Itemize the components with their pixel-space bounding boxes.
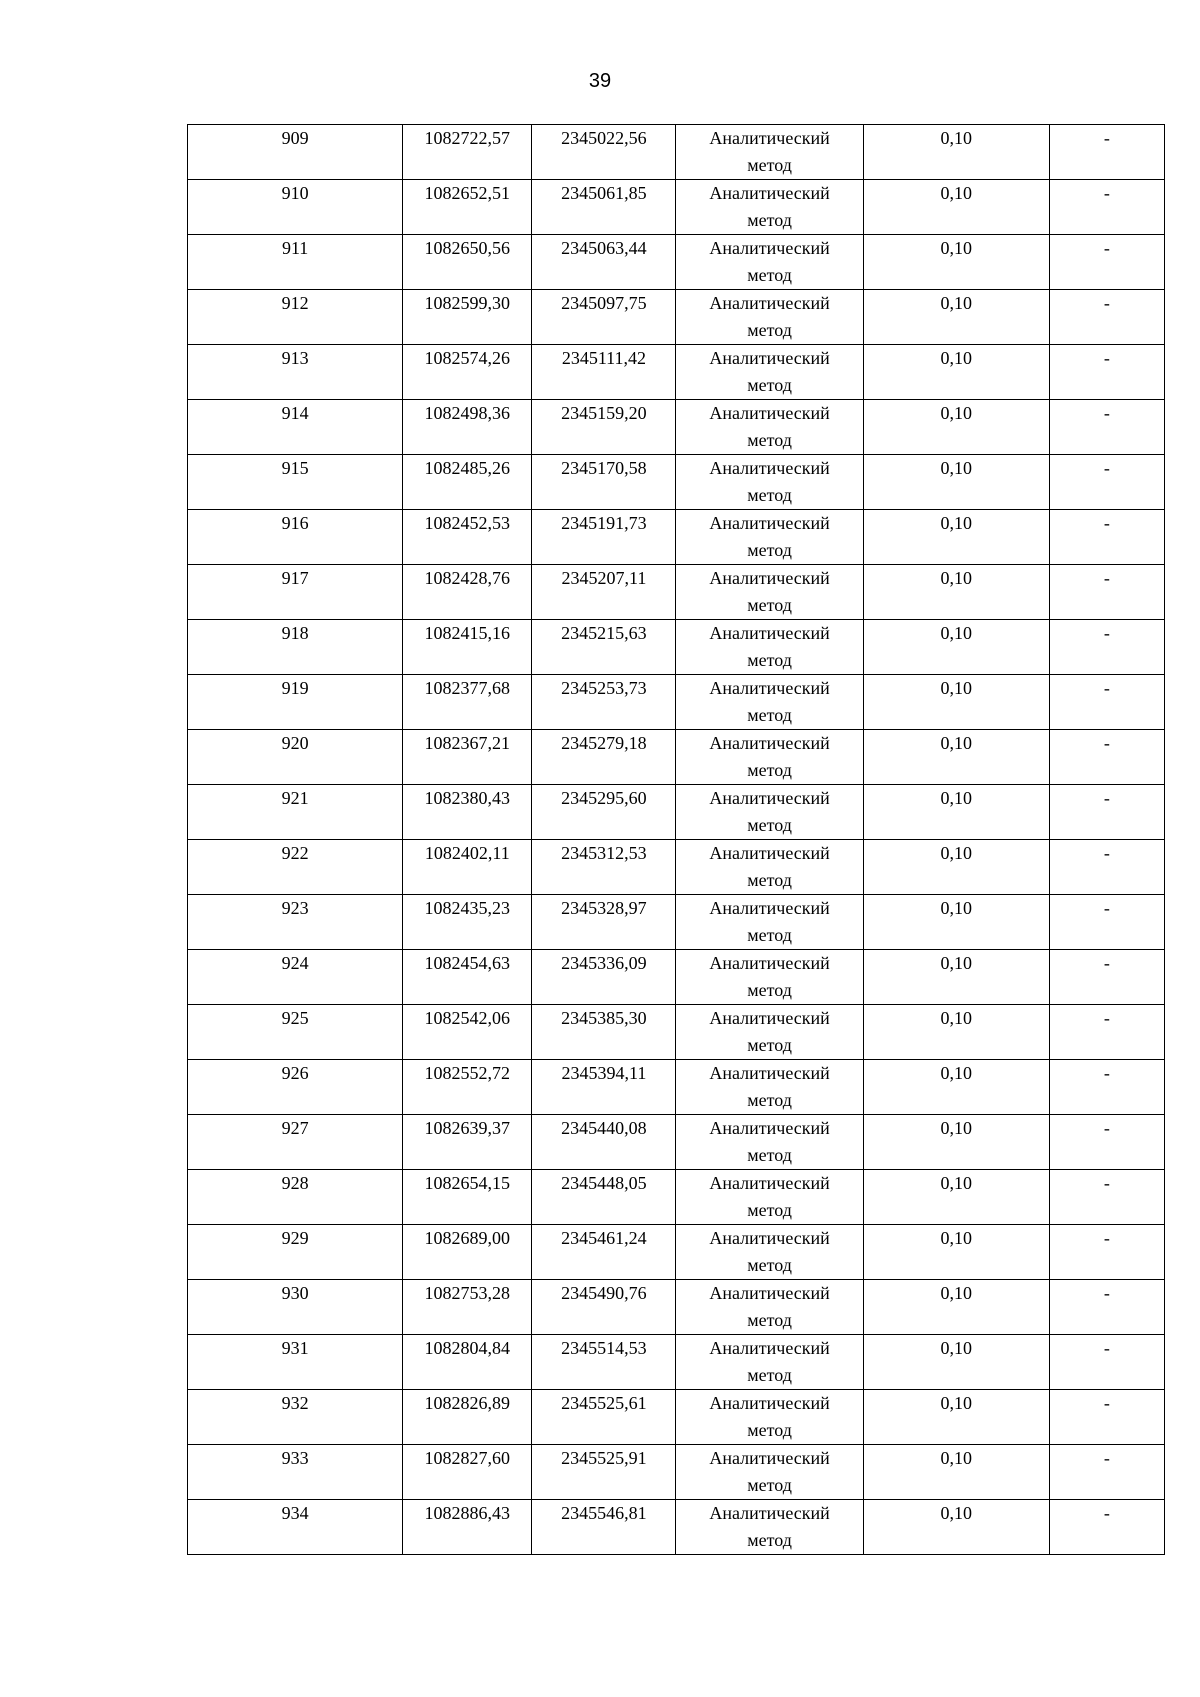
coordinate-y-cell: 2345385,30 [532, 1005, 676, 1060]
method-cell [676, 1280, 863, 1335]
method-line-1: Аналитический [709, 733, 830, 753]
method-cell [676, 510, 863, 565]
note-cell: - [1049, 345, 1164, 400]
method-line-2: метод [747, 1530, 792, 1550]
coordinate-x-cell: 1082454,63 [403, 950, 532, 1005]
method-line-1: Аналитический [709, 843, 830, 863]
point-number-cell: 915 [188, 455, 403, 510]
note-cell: - [1049, 1335, 1164, 1390]
method-cell [676, 1500, 863, 1555]
coordinate-y-cell: 2345215,63 [532, 620, 676, 675]
method-line-2: метод [747, 1035, 792, 1055]
note-cell: - [1049, 400, 1164, 455]
table-row [188, 730, 1165, 785]
coordinate-x-cell: 1082886,43 [403, 1500, 532, 1555]
method-cell [676, 730, 863, 785]
coordinate-x-cell: 1082377,68 [403, 675, 532, 730]
method-line-1: Аналитический [709, 1448, 830, 1468]
method-line-1: Аналитический [709, 1008, 830, 1028]
method-cell [676, 1390, 863, 1445]
note-cell: - [1049, 180, 1164, 235]
method-cell [676, 675, 863, 730]
coordinate-x-cell: 1082552,72 [403, 1060, 532, 1115]
method-cell [676, 455, 863, 510]
table-row [188, 1005, 1165, 1060]
coordinates-table-body [188, 125, 1165, 1555]
method-cell [676, 400, 863, 455]
accuracy-cell: 0,10 [863, 950, 1049, 1005]
table-row [188, 950, 1165, 1005]
accuracy-cell: 0,10 [863, 180, 1049, 235]
method-line-2: метод [747, 1310, 792, 1330]
coordinate-y-cell: 2345097,75 [532, 290, 676, 345]
accuracy-cell: 0,10 [863, 1170, 1049, 1225]
point-number-cell: 918 [188, 620, 403, 675]
method-line-2: метод [747, 925, 792, 945]
coordinate-x-cell: 1082722,57 [403, 125, 532, 180]
method-line-1: Аналитический [709, 513, 830, 533]
method-line-1: Аналитический [709, 293, 830, 313]
table-row [188, 1115, 1165, 1170]
method-line-2: метод [747, 705, 792, 725]
table-row [188, 1335, 1165, 1390]
point-number-cell: 930 [188, 1280, 403, 1335]
point-number-cell: 911 [188, 235, 403, 290]
coordinate-y-cell: 2345525,91 [532, 1445, 676, 1500]
coordinate-x-cell: 1082827,60 [403, 1445, 532, 1500]
coordinate-y-cell: 2345295,60 [532, 785, 676, 840]
method-cell [676, 950, 863, 1005]
table-row [188, 510, 1165, 565]
accuracy-cell: 0,10 [863, 620, 1049, 675]
table-row [188, 785, 1165, 840]
coordinate-x-cell: 1082542,06 [403, 1005, 532, 1060]
method-line-1: Аналитический [709, 1283, 830, 1303]
coordinate-x-cell: 1082485,26 [403, 455, 532, 510]
table-row [188, 180, 1165, 235]
note-cell: - [1049, 840, 1164, 895]
coordinate-x-cell: 1082650,56 [403, 235, 532, 290]
point-number-cell: 927 [188, 1115, 403, 1170]
method-line-2: метод [747, 650, 792, 670]
table-row [188, 840, 1165, 895]
point-number-cell: 926 [188, 1060, 403, 1115]
coordinate-x-cell: 1082428,76 [403, 565, 532, 620]
note-cell: - [1049, 895, 1164, 950]
point-number-cell: 921 [188, 785, 403, 840]
note-cell: - [1049, 290, 1164, 345]
coordinate-y-cell: 2345111,42 [532, 345, 676, 400]
point-number-cell: 913 [188, 345, 403, 400]
accuracy-cell: 0,10 [863, 1445, 1049, 1500]
coordinate-x-cell: 1082804,84 [403, 1335, 532, 1390]
accuracy-cell: 0,10 [863, 235, 1049, 290]
accuracy-cell: 0,10 [863, 785, 1049, 840]
coordinate-y-cell: 2345022,56 [532, 125, 676, 180]
point-number-cell: 919 [188, 675, 403, 730]
accuracy-cell: 0,10 [863, 1500, 1049, 1555]
method-line-1: Аналитический [709, 568, 830, 588]
method-line-2: метод [747, 815, 792, 835]
method-line-2: метод [747, 760, 792, 780]
table-row [188, 675, 1165, 730]
point-number-cell: 920 [188, 730, 403, 785]
coordinate-y-cell: 2345061,85 [532, 180, 676, 235]
note-cell: - [1049, 235, 1164, 290]
table-row [188, 400, 1165, 455]
method-cell [676, 620, 863, 675]
table-row [188, 565, 1165, 620]
coordinate-x-cell: 1082380,43 [403, 785, 532, 840]
accuracy-cell: 0,10 [863, 125, 1049, 180]
coordinate-y-cell: 2345461,24 [532, 1225, 676, 1280]
coordinate-y-cell: 2345253,73 [532, 675, 676, 730]
note-cell: - [1049, 785, 1164, 840]
coordinate-x-cell: 1082452,53 [403, 510, 532, 565]
note-cell: - [1049, 125, 1164, 180]
accuracy-cell: 0,10 [863, 1115, 1049, 1170]
point-number-cell: 910 [188, 180, 403, 235]
note-cell: - [1049, 1060, 1164, 1115]
method-line-1: Аналитический [709, 1173, 830, 1193]
accuracy-cell: 0,10 [863, 1225, 1049, 1280]
method-line-2: метод [747, 980, 792, 1000]
coordinate-y-cell: 2345312,53 [532, 840, 676, 895]
table-row [188, 1170, 1165, 1225]
method-line-1: Аналитический [709, 1063, 830, 1083]
note-cell: - [1049, 620, 1164, 675]
note-cell: - [1049, 1170, 1164, 1225]
method-line-2: метод [747, 870, 792, 890]
table-row [188, 290, 1165, 345]
method-cell [676, 895, 863, 950]
method-line-2: метод [747, 1090, 792, 1110]
method-line-1: Аналитический [709, 238, 830, 258]
method-line-2: метод [747, 210, 792, 230]
coordinate-x-cell: 1082639,37 [403, 1115, 532, 1170]
note-cell: - [1049, 510, 1164, 565]
method-line-2: метод [747, 430, 792, 450]
point-number-cell: 928 [188, 1170, 403, 1225]
coordinate-y-cell: 2345448,05 [532, 1170, 676, 1225]
accuracy-cell: 0,10 [863, 1390, 1049, 1445]
method-cell [676, 1225, 863, 1280]
coordinate-x-cell: 1082435,23 [403, 895, 532, 950]
note-cell: - [1049, 1445, 1164, 1500]
method-line-2: метод [747, 265, 792, 285]
table-row [188, 1280, 1165, 1335]
table-row [188, 1060, 1165, 1115]
coordinate-y-cell: 2345394,11 [532, 1060, 676, 1115]
note-cell: - [1049, 1225, 1164, 1280]
coordinate-y-cell: 2345525,61 [532, 1390, 676, 1445]
coordinate-x-cell: 1082689,00 [403, 1225, 532, 1280]
point-number-cell: 929 [188, 1225, 403, 1280]
point-number-cell: 914 [188, 400, 403, 455]
table-row [188, 1445, 1165, 1500]
coordinate-x-cell: 1082402,11 [403, 840, 532, 895]
coordinate-y-cell: 2345546,81 [532, 1500, 676, 1555]
point-number-cell: 931 [188, 1335, 403, 1390]
point-number-cell: 916 [188, 510, 403, 565]
coordinate-x-cell: 1082574,26 [403, 345, 532, 400]
coordinate-x-cell: 1082415,16 [403, 620, 532, 675]
table-row [188, 1500, 1165, 1555]
coordinate-y-cell: 2345490,76 [532, 1280, 676, 1335]
coordinate-x-cell: 1082654,15 [403, 1170, 532, 1225]
method-cell [676, 785, 863, 840]
coordinate-x-cell: 1082367,21 [403, 730, 532, 785]
note-cell: - [1049, 1500, 1164, 1555]
method-cell [676, 1445, 863, 1500]
accuracy-cell: 0,10 [863, 730, 1049, 785]
coordinate-y-cell: 2345170,58 [532, 455, 676, 510]
method-cell [676, 1005, 863, 1060]
method-line-1: Аналитический [709, 458, 830, 478]
coordinates-table [187, 124, 1165, 1555]
method-cell [676, 565, 863, 620]
coordinate-y-cell: 2345328,97 [532, 895, 676, 950]
method-line-2: метод [747, 540, 792, 560]
coordinate-y-cell: 2345336,09 [532, 950, 676, 1005]
method-line-1: Аналитический [709, 953, 830, 973]
coordinate-y-cell: 2345440,08 [532, 1115, 676, 1170]
method-cell [676, 180, 863, 235]
accuracy-cell: 0,10 [863, 345, 1049, 400]
note-cell: - [1049, 1005, 1164, 1060]
method-line-1: Аналитический [709, 1118, 830, 1138]
accuracy-cell: 0,10 [863, 1005, 1049, 1060]
method-line-2: метод [747, 1255, 792, 1275]
method-line-1: Аналитический [709, 1393, 830, 1413]
point-number-cell: 923 [188, 895, 403, 950]
note-cell: - [1049, 565, 1164, 620]
method-line-1: Аналитический [709, 678, 830, 698]
point-number-cell: 909 [188, 125, 403, 180]
coordinate-y-cell: 2345191,73 [532, 510, 676, 565]
coordinate-y-cell: 2345159,20 [532, 400, 676, 455]
method-line-2: метод [747, 155, 792, 175]
coordinate-x-cell: 1082826,89 [403, 1390, 532, 1445]
note-cell: - [1049, 950, 1164, 1005]
method-line-1: Аналитический [709, 128, 830, 148]
coordinate-y-cell: 2345063,44 [532, 235, 676, 290]
note-cell: - [1049, 1390, 1164, 1445]
method-cell [676, 235, 863, 290]
point-number-cell: 924 [188, 950, 403, 1005]
point-number-cell: 925 [188, 1005, 403, 1060]
coordinate-y-cell: 2345514,53 [532, 1335, 676, 1390]
accuracy-cell: 0,10 [863, 675, 1049, 730]
table-row [188, 1225, 1165, 1280]
method-line-1: Аналитический [709, 1338, 830, 1358]
method-line-2: метод [747, 485, 792, 505]
point-number-cell: 912 [188, 290, 403, 345]
point-number-cell: 934 [188, 1500, 403, 1555]
note-cell: - [1049, 1280, 1164, 1335]
coordinate-x-cell: 1082652,51 [403, 180, 532, 235]
method-line-2: метод [747, 1475, 792, 1495]
table-row [188, 455, 1165, 510]
method-cell [676, 125, 863, 180]
table-row [188, 620, 1165, 675]
accuracy-cell: 0,10 [863, 290, 1049, 345]
method-line-1: Аналитический [709, 403, 830, 423]
point-number-cell: 933 [188, 1445, 403, 1500]
method-line-1: Аналитический [709, 1228, 830, 1248]
method-cell [676, 1335, 863, 1390]
note-cell: - [1049, 455, 1164, 510]
coordinate-y-cell: 2345279,18 [532, 730, 676, 785]
accuracy-cell: 0,10 [863, 1060, 1049, 1115]
accuracy-cell: 0,10 [863, 510, 1049, 565]
accuracy-cell: 0,10 [863, 840, 1049, 895]
accuracy-cell: 0,10 [863, 1280, 1049, 1335]
table-row [188, 125, 1165, 180]
method-line-2: метод [747, 595, 792, 615]
note-cell: - [1049, 1115, 1164, 1170]
note-cell: - [1049, 675, 1164, 730]
coordinate-x-cell: 1082599,30 [403, 290, 532, 345]
method-line-2: метод [747, 1420, 792, 1440]
table-row [188, 895, 1165, 950]
method-line-1: Аналитический [709, 183, 830, 203]
table-row [188, 345, 1165, 400]
note-cell: - [1049, 730, 1164, 785]
point-number-cell: 917 [188, 565, 403, 620]
method-line-2: метод [747, 1200, 792, 1220]
accuracy-cell: 0,10 [863, 565, 1049, 620]
method-line-1: Аналитический [709, 788, 830, 808]
method-cell [676, 840, 863, 895]
method-cell [676, 1060, 863, 1115]
method-line-1: Аналитический [709, 1503, 830, 1523]
method-cell [676, 1170, 863, 1225]
accuracy-cell: 0,10 [863, 1335, 1049, 1390]
point-number-cell: 922 [188, 840, 403, 895]
method-line-1: Аналитический [709, 898, 830, 918]
table-row [188, 1390, 1165, 1445]
method-cell [676, 1115, 863, 1170]
method-line-2: метод [747, 1145, 792, 1165]
method-line-2: метод [747, 1365, 792, 1385]
accuracy-cell: 0,10 [863, 455, 1049, 510]
coordinate-x-cell: 1082498,36 [403, 400, 532, 455]
coordinate-x-cell: 1082753,28 [403, 1280, 532, 1335]
method-line-2: метод [747, 320, 792, 340]
accuracy-cell: 0,10 [863, 400, 1049, 455]
point-number-cell: 932 [188, 1390, 403, 1445]
coordinate-y-cell: 2345207,11 [532, 565, 676, 620]
method-line-2: метод [747, 375, 792, 395]
table-row [188, 235, 1165, 290]
page-number: 39 [588, 70, 612, 92]
method-cell [676, 345, 863, 400]
method-line-1: Аналитический [709, 348, 830, 368]
method-cell [676, 290, 863, 345]
method-line-1: Аналитический [709, 623, 830, 643]
accuracy-cell: 0,10 [863, 895, 1049, 950]
